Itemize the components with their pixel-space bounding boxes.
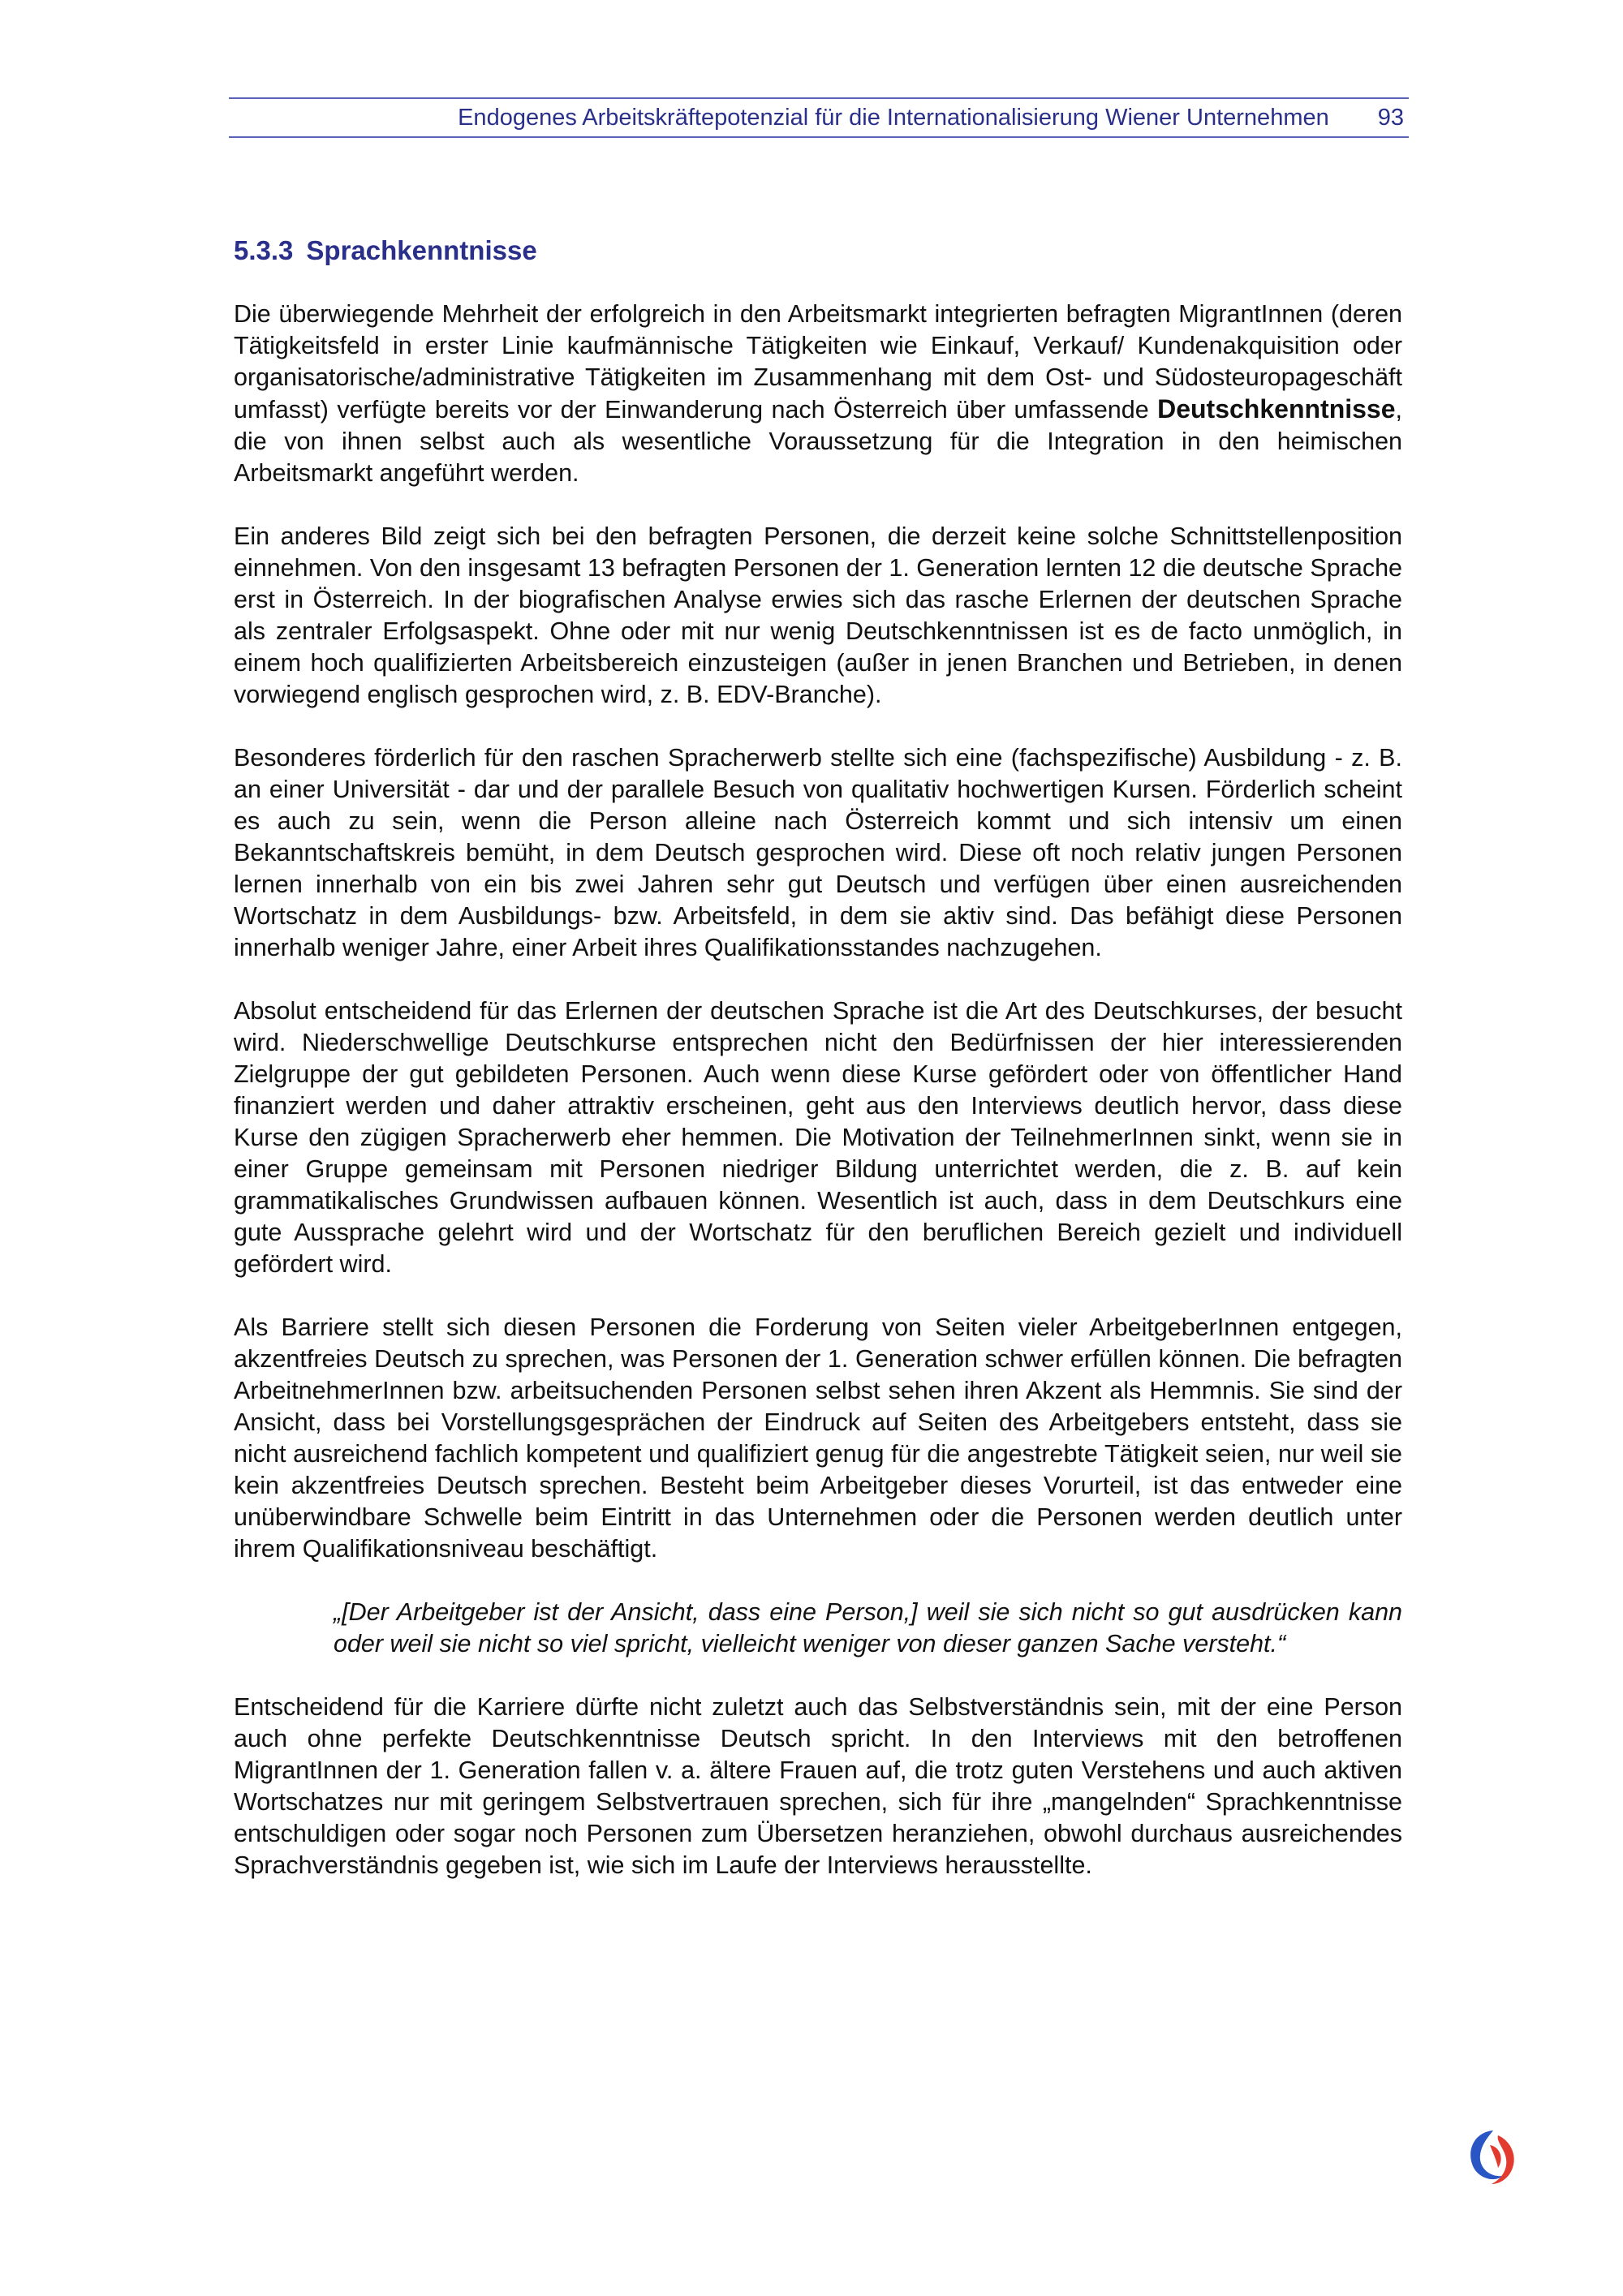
- interview-quote: „[Der Arbeitgeber ist der Ansicht, dass eine Person,] weil sie sich nicht so gut ausdrücken kann oder weil sie nicht so viel spricht, vielleicht weniger von dieser ganzen Sache versteht.“: [334, 1598, 1402, 1658]
- section-number: 5.3.3: [234, 235, 294, 265]
- paragraph-1-text-b: , die von ihnen selbst auch als wesentliche Voraussetzung für die Integration in den heimischen Arbeitsmarkt angeführt werden.: [234, 396, 1402, 487]
- paragraph-5: Als Barriere stellt sich diesen Personen die Forderung von Seiten vieler ArbeitgeberInnen entgegen, akzentfreies Deutsch zu sprechen, was Personen der 1. Generation schwer erfüllen können. Die befragten ArbeitnehmerInnen bzw. arbeitsuchenden Personen selbst sehen ihren Akzent als Hemmnis. Sie sind der Ansicht, dass bei Vorstellungsgesprächen der Eindruck auf Seiten des Arbeitgebers entsteht, dass sie nicht ausreichend fachlich kompetent und qualifiziert genug für die angestrebte Tätigkeit seien, nur weil sie kein akzentfreies Deutsch sprechen. Besteht beim Arbeitgeber dieses Vorurteil, ist das entweder eine unüberwindbare Schwelle beim Eintritt in das Unternehmen oder die Personen werden deutlich unter ihrem Qualifikationsniveau beschäftigt.: [234, 1314, 1402, 1563]
- swirl-logo-icon: [1461, 2124, 1526, 2189]
- paragraph-4: Absolut entscheidend für das Erlernen der deutschen Sprache ist die Art des Deutschkurses, der besucht wird. Niederschwellige Deutschkurse entsprechen nicht den Bedürfnissen der hier interessierenden Zielgruppe der gut gebildeten Personen. Auch wenn diese Kurse gefördert oder von öffentlicher Hand finanziert werden und daher attraktiv erscheinen, geht aus den Interviews deutlich hervor, dass diese Kurse den zügigen Spracherwerb eher hemmen. Die Motivation der TeilnehmerInnen sinkt, wenn sie in einer Gruppe gemeinsam mit Personen niedriger Bildung unterrichtet werden, die z. B. auf kein grammatikalisches Grundwissen aufbauen können. Wesentlich ist auch, dass in dem Deutschkurs eine gute Aussprache gelehrt wird und der Wortschatz für den beruflichen Bereich gezielt und individuell gefördert wird.: [234, 997, 1402, 1278]
- paragraph-1-emphasis: Deutschkenntnisse: [1157, 394, 1396, 424]
- logo-inner-red: [1490, 2145, 1501, 2168]
- paragraph-6: Entscheidend für die Karriere dürfte nicht zuletzt auch das Selbstverständnis sein, mit der eine Person auch ohne perfekte Deutschkenntnisse Deutsch spricht. In den Interviews mit den betroffenen MigrantInnen der 1. Generation fallen v. a. ältere Frauen auf, die trotz guten Verstehens und auch aktiven Wortschatzes nur mit geringem Selbstvertrauen sprechen, sich für ihre „mangelnden“ Sprachkenntnisse entschuldigen oder sogar noch Personen zum Übersetzen heranziehen, obwohl durchaus ausreichendes Sprachverständnis gegeben ist, wie sich im Laufe der Interviews herausstellte.: [234, 1693, 1402, 1879]
- paragraph-1-text-a: Die überwiegende Mehrheit der erfolgreich in den Arbeitsmarkt integrierten befragten MigrantInnen (deren Tätigkeitsfeld in erster Linie kaufmännische Tätigkeiten wie Einkauf, Verkauf/ Kundenakquisition oder organisatorische/administrative Tätigkeiten im Zusammenhang mit dem Ost- und Südosteuropageschäft umfasst) verfügte bereits vor der Einwanderung nach Österreich über umfassende: [234, 300, 1402, 424]
- paragraph-1: [234, 299, 1402, 489]
- paragraph-2: Ein anderes Bild zeigt sich bei den befragten Personen, die derzeit keine solche Schnittstellenposition einnehmen. Von den insgesamt 13 befragten Personen der 1. Generation lernten 12 die deutsche Sprache erst in Österreich. In der biografischen Analyse erwies sich das rasche Erlernen der deutschen Sprache als zentraler Erfolgsaspekt. Ohne oder mit nur wenig Deutschkenntnissen ist es de facto unmöglich, in einem hoch qualifizierten Arbeitsbereich einzusteigen (außer in jenen Branchen und Betrieben, in denen vorwiegend englisch gesprochen wird, z. B. EDV-Branche).: [234, 522, 1402, 708]
- page-header: [229, 97, 1409, 138]
- section-title: Sprachkenntnisse: [306, 235, 537, 265]
- page-number: 93: [1377, 104, 1404, 131]
- paragraph-3: Besonderes förderlich für den raschen Spracherwerb stellte sich eine (fachspezifische) Ausbildung - z. B. an einer Universität - dar und der parallele Besuch von qualitativ hochwertigen Kursen. Förderlich scheint es auch zu sein, wenn die Person alleine nach Österreich kommt und sich intensiv um einen Bekanntschaftskreis bemüht, in dem Deutsch gesprochen wird. Diese oft noch relativ jungen Personen lernen innerhalb von ein bis zwei Jahren sehr gut Deutsch und verfügen über einen ausreichenden Wortschatz in dem Ausbildungs- bzw. Arbeitsfeld, in dem sie aktiv sind. Das befähigt diese Personen innerhalb weniger Jahre, einer Arbeit ihres Qualifikationsstandes nachzugehen.: [234, 744, 1402, 961]
- swirl-logo-graphic: [1461, 2124, 1526, 2189]
- running-title: Endogenes Arbeitskräftepotenzial für die Internationalisierung Wiener Unternehmen: [458, 104, 1329, 131]
- document-body: [234, 235, 1402, 1913]
- section-heading: [234, 235, 1402, 266]
